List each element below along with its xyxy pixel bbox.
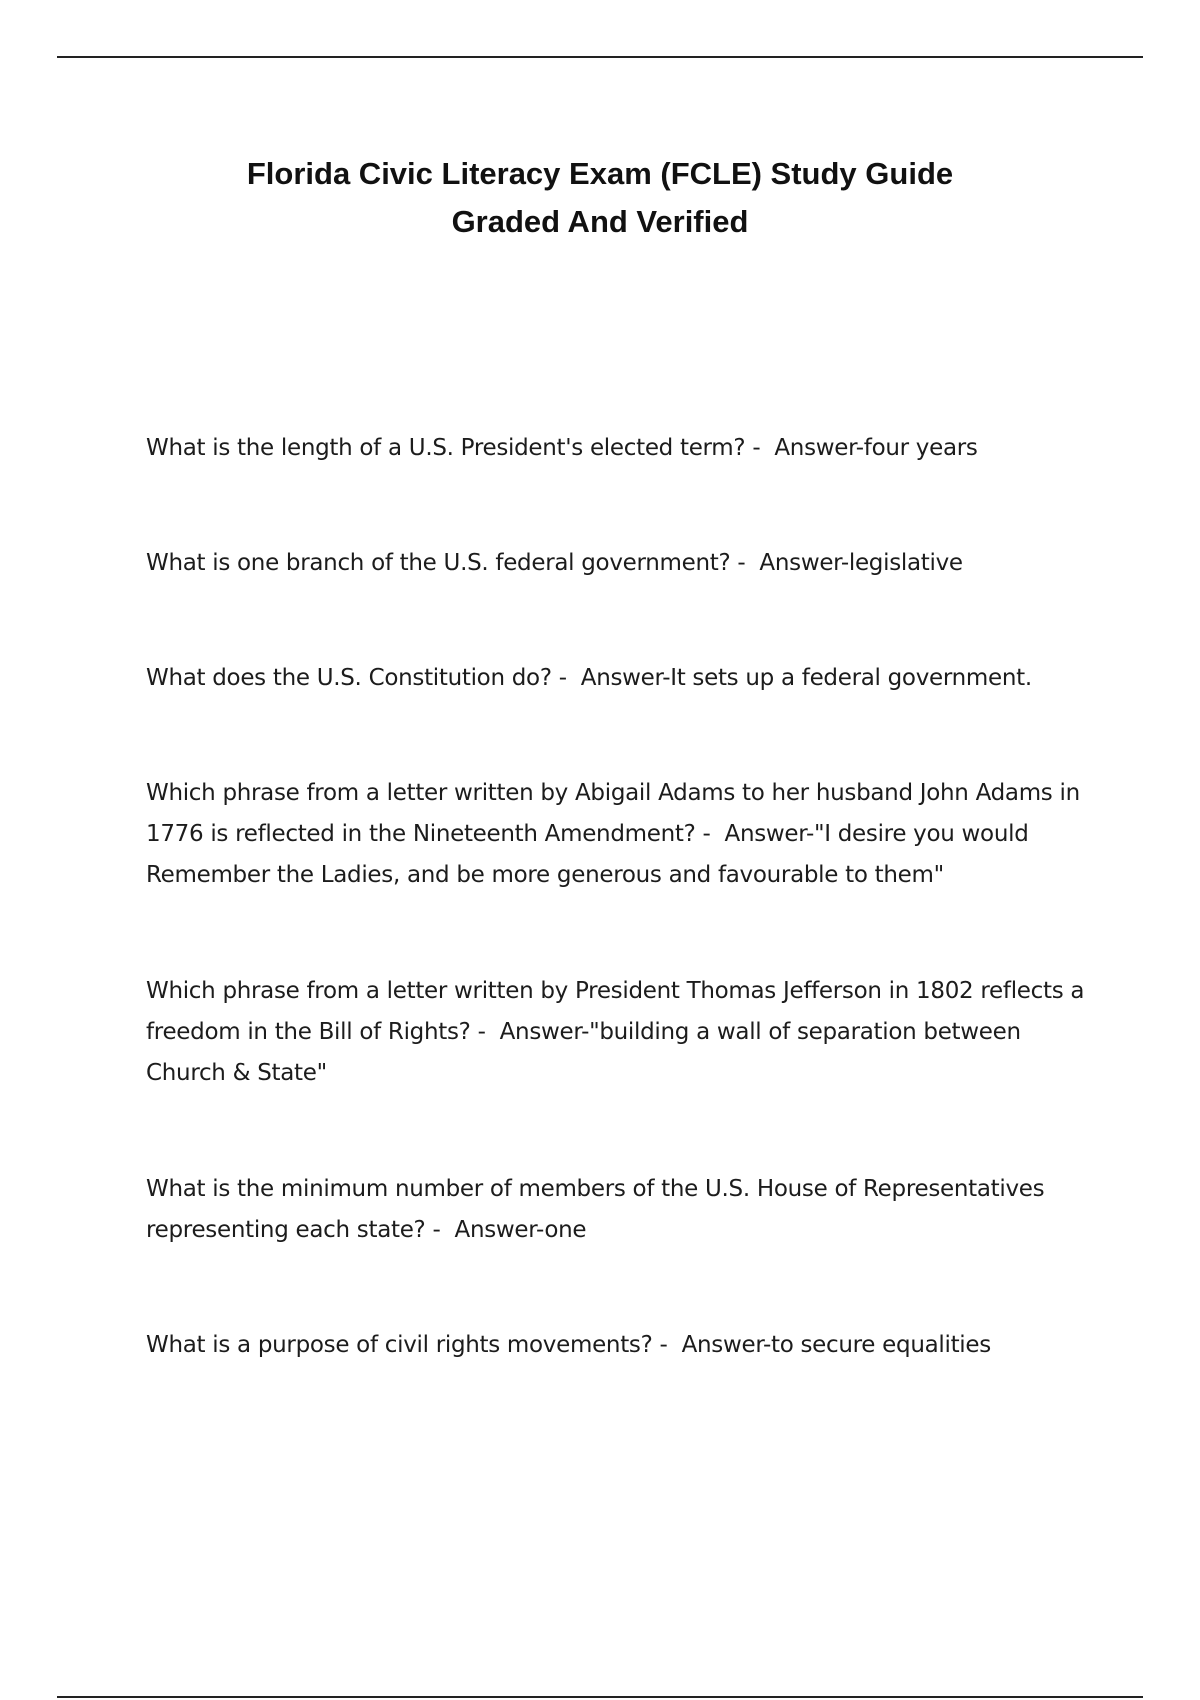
qa-question: Which phrase from a letter written by President Thomas Jefferson in 1802 reflects a freedom in the Bill of Rights? — [146, 978, 1085, 1045]
title-line-1: Florida Civic Literacy Exam (FCLE) Study Guide — [246, 156, 954, 191]
qa-item — [146, 543, 1096, 584]
qa-answer: Answer-four years — [774, 435, 978, 461]
qa-item — [146, 1169, 1096, 1251]
qa-separator: - — [730, 550, 760, 576]
qa-separator: - — [425, 1217, 455, 1243]
qa-question: What is a purpose of civil rights movements? — [146, 1332, 653, 1358]
qa-separator: - — [695, 821, 725, 847]
qa-item — [146, 773, 1096, 896]
qa-answer: Answer-one — [454, 1217, 587, 1243]
qa-answer: Answer-It sets up a federal government. — [580, 665, 1032, 691]
qa-question: What is the minimum number of members of the U.S. House of Representatives representing each state? — [146, 1176, 1045, 1243]
title-line-2: Graded And Verified — [451, 204, 749, 239]
footer-rule — [57, 1696, 1143, 1698]
qa-separator: - — [551, 665, 581, 691]
qa-separator: - — [745, 435, 775, 461]
qa-answer: Answer-legislative — [759, 550, 963, 576]
qa-answer: Answer-"I desire you would Remember the Ladies, and be more generous and favourable to them" — [146, 821, 1029, 888]
document-title — [0, 150, 1200, 246]
qa-separator: - — [652, 1332, 682, 1358]
qa-item — [146, 428, 1096, 469]
qa-separator: - — [470, 1019, 500, 1045]
qa-item — [146, 1325, 1096, 1366]
qa-question: What does the U.S. Constitution do? — [146, 665, 552, 691]
qa-item — [146, 971, 1096, 1094]
qa-question: What is one branch of the U.S. federal government? — [146, 550, 731, 576]
header-rule — [57, 56, 1143, 58]
qa-answer: Answer-to secure equalities — [681, 1332, 991, 1358]
qa-item — [146, 658, 1096, 699]
qa-question: Which phrase from a letter written by Abigail Adams to her husband John Adams in 1776 is reflected in the Nineteenth Amendment? — [146, 780, 1080, 847]
qa-question: What is the length of a U.S. President's elected term? — [146, 435, 746, 461]
qa-answer: Answer-"building a wall of separation between Church & State" — [146, 1019, 1021, 1086]
